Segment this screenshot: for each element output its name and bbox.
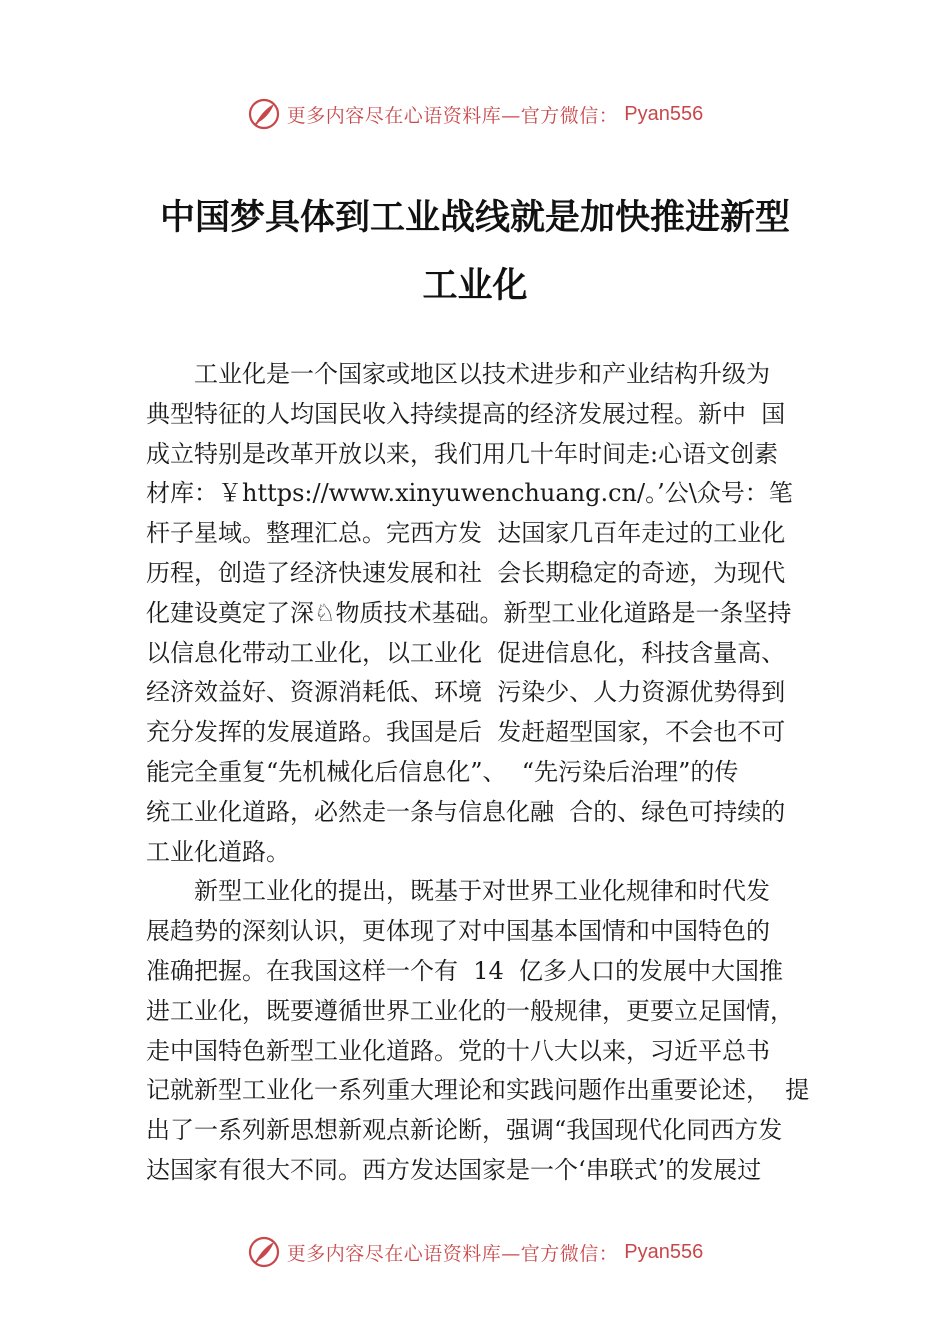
text-line: 工业化道路。 bbox=[146, 837, 290, 866]
text-line: 新型工业化的提出，既基于对世界工业化规律和时代发 bbox=[194, 877, 770, 906]
text-line: 记就新型工业化一系列重大理论和实践问题作出重要论述， 提 bbox=[146, 1076, 810, 1105]
text-line: 经济效益好、资源消耗低、环境 污染少、人力资源优势得到 bbox=[146, 678, 786, 707]
page-title-line-2: 工业化 bbox=[422, 266, 528, 306]
watermark-wechat-id: Pyan556 bbox=[624, 102, 704, 125]
text-line: 能完全重复“先机械化后信息化”、 “先污染后治理”的传 bbox=[146, 757, 739, 786]
text-line: 出了一系列新思想新观点新论断，强调“我国现代化同西方发 bbox=[146, 1116, 783, 1145]
text-line: 准确把握。在我国这样一个有 14 亿多人口的发展中大国推 bbox=[146, 956, 784, 985]
text-line: 工业化是一个国家或地区以技术进步和产业结构升级为 bbox=[194, 360, 770, 388]
text-line: 充分发挥的发展道路。我国是后 发赶超型国家，不会也不可 bbox=[146, 718, 786, 747]
text-line: 走中国特色新型工业化道路。党的十八大以来，习近平总书 bbox=[146, 1036, 770, 1065]
watermark-banner-bottom bbox=[0, 1232, 950, 1272]
page-title-line-1: 中国梦具体到工业战线就是加快推进新型 bbox=[159, 198, 790, 238]
text-line: 材库：￥https://www.xinyuwenchuang.cn/。’公\众号：笔 bbox=[146, 479, 793, 508]
text-line: 杆子星域。整理汇总。完西方发 达国家几百年走过的工业化 bbox=[146, 519, 786, 548]
text-line: 统工业化道路，必然走一条与信息化融 合的、绿色可持续的 bbox=[146, 797, 786, 826]
watermark-text: 更多内容尽在心语资料库—官方微信： bbox=[286, 104, 619, 127]
quill-logo-icon bbox=[247, 1235, 281, 1269]
watermark-wechat-id: Pyan556 bbox=[624, 1240, 704, 1263]
text-line: 以信息化带动工业化，以工业化 促进信息化，科技含量高、 bbox=[146, 638, 786, 667]
text-line: 历程，创造了经济快速发展和社 会长期稳定的奇迹，为现代 bbox=[146, 558, 786, 587]
text-line: 化建设奠定了深♘物质技术基础。新型工业化道路是一条坚持 bbox=[146, 598, 792, 627]
article-body bbox=[146, 355, 836, 1191]
text-line: 典型特征的人均国民收入持续提高的经济发展过程。新中 国 bbox=[146, 399, 786, 428]
watermark-banner-top bbox=[0, 94, 950, 134]
text-line: 成立特别是改革开放以来，我们用几十年时间走:心语文创素 bbox=[146, 439, 779, 468]
text-line: 展趋势的深刻认识，更体现了对中国基本国情和中国特色的 bbox=[146, 917, 770, 946]
watermark-text: 更多内容尽在心语资料库—官方微信： bbox=[286, 1242, 619, 1265]
text-line: 达国家有很大不同。西方发达国家是一个‘串联式’的发展过 bbox=[146, 1155, 762, 1184]
quill-logo-icon bbox=[247, 97, 281, 131]
text-line: 进工业化，既要遵循世界工业化的一般规律，更要立足国情， bbox=[146, 996, 794, 1025]
